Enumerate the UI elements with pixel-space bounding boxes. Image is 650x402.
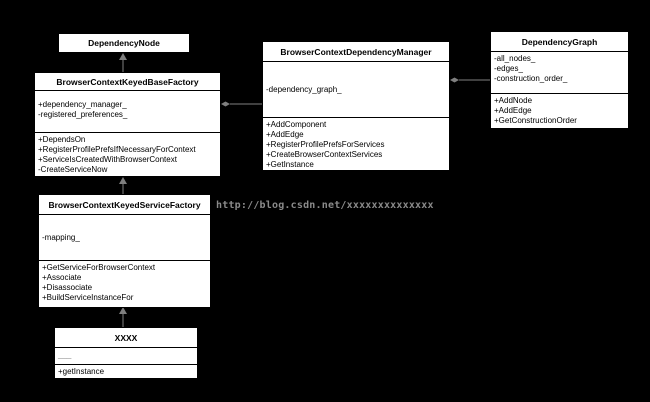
aggregation-diamond: [221, 102, 230, 107]
method: +CreateBrowserContextServices: [266, 150, 383, 159]
methods-section: [263, 118, 449, 172]
methods-section: [35, 133, 220, 177]
aggregation-diamond: [450, 78, 459, 83]
methods-section: [39, 261, 210, 305]
inherit-arrowhead: [119, 307, 127, 314]
method: +ServiceIsCreatedWithBrowserContext: [38, 155, 177, 164]
method: +AddEdge: [266, 130, 304, 139]
class-name: BrowserContextKeyedServiceFactory: [39, 195, 210, 215]
method: +RegisterProfilePrefsForServices: [266, 140, 385, 149]
attributes-section: [55, 348, 197, 365]
method: +AddEdge: [494, 106, 532, 115]
class-name: DependencyNode: [88, 38, 160, 48]
method: -CreateServiceNow: [38, 165, 108, 174]
class-name: DependencyGraph: [491, 32, 628, 52]
attribute: ___: [58, 350, 72, 359]
attribute: -all_nodes_: [494, 54, 536, 63]
method: +BuildServiceInstanceFor: [42, 293, 134, 302]
attribute: -edges_: [494, 64, 523, 73]
class-xxxx: [54, 327, 198, 379]
method: +RegisterProfilePrefsIfNecessaryForContext: [38, 145, 196, 154]
class-dependency-manager: [262, 41, 450, 171]
class-dependency-node: [58, 33, 190, 53]
attribute: -registered_preferences_: [38, 110, 128, 119]
method: +Associate: [42, 273, 82, 282]
attributes-section: [35, 91, 220, 133]
method: +Disassociate: [42, 283, 93, 292]
attribute: +dependency_manager_: [38, 100, 127, 109]
attributes-section: [491, 52, 628, 94]
attribute: -construction_order_: [494, 74, 568, 83]
method: +GetServiceForBrowserContext: [42, 263, 156, 272]
class-keyed-base-factory: [34, 72, 221, 177]
class-name: BrowserContextKeyedBaseFactory: [35, 73, 220, 91]
method: +GetInstance: [266, 160, 314, 169]
inherit-arrowhead: [119, 53, 127, 60]
watermark-url: http://blog.csdn.net/xxxxxxxxxxxxxx: [216, 200, 434, 211]
attributes-section: [39, 215, 210, 261]
class-keyed-service-factory: [38, 194, 211, 308]
method: +DependsOn: [38, 135, 86, 144]
methods-section: [491, 94, 628, 128]
method: +AddComponent: [266, 120, 327, 129]
method: +getInstance: [58, 367, 105, 376]
attribute: -dependency_graph_: [266, 84, 342, 94]
class-dependency-graph: [490, 31, 629, 129]
attribute: -mapping_: [42, 232, 80, 242]
class-name: BrowserContextDependencyManager: [263, 42, 449, 62]
inherit-arrowhead: [119, 177, 127, 184]
methods-section: [55, 365, 197, 379]
class-name: XXXX: [55, 328, 197, 348]
method: +AddNode: [494, 96, 533, 105]
attributes-section: [263, 62, 449, 118]
method: +GetConstructionOrder: [494, 116, 577, 125]
